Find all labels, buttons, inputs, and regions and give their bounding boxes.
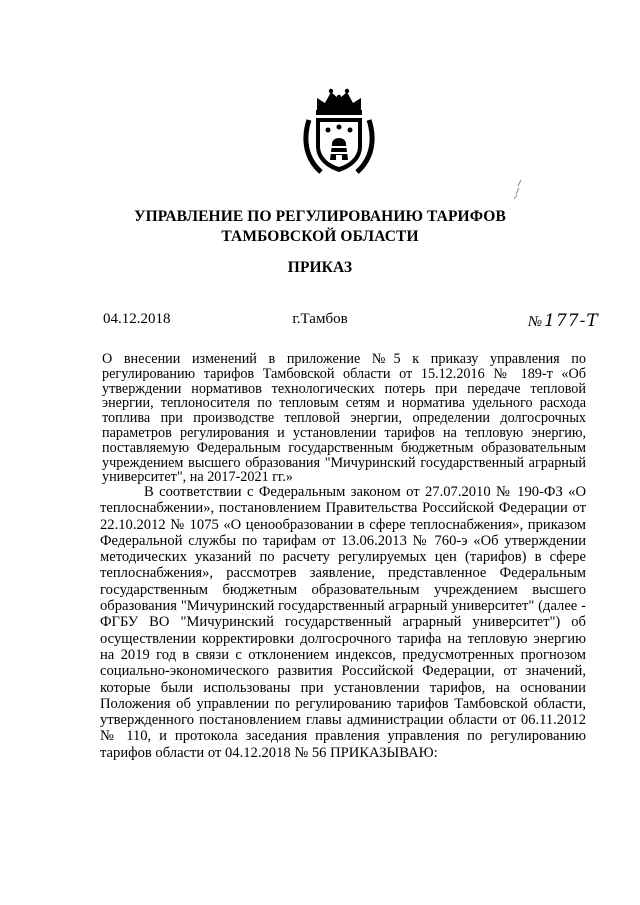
order-preamble: В соответствии с Федеральным законом от 27.07.2010 № 190-ФЗ «О теплоснабжении», постановлением Правительства Российской Федерации от 22.10.2012 № 1075 «О ценообразовании в сфере теплоснабжения», приказом Федеральной службы по тарифам от 13.06.2013 № 760-э «Об утверждении методических указаний по расчету регулируемых цен (тарифов) в сфере теплоснабжения», рассмотрев заявление, представленное Федеральным государственным бюджетным образовательным учреждением высшего образования "Мичуринский государственный аграрный университет" (далее - ФГБУ ВО "Мичуринский государственный аграрный университет") об осуществлении корректировки долгосрочного тарифа на тепловую энергию на 2019 год в связи с отклонением индексов, предусмотренных прогнозом социально-экономического развития Российской Федерации, от значений, которые были использованы при установлении тарифов, на основании Положения об управлении по регулированию тарифов Тамбовской области, утвержденного постановлением главы администрации области от 06.11.2012 № 110, и протокола заседания правления управления по регулированию тарифов области от 04.12.2018 № 56 ПРИКАЗЫВАЮ:	[100, 484, 586, 761]
scan-mark	[511, 178, 525, 200]
issuing-authority	[0, 207, 640, 247]
authority-line-1: УПРАВЛЕНИЕ ПО РЕГУЛИРОВАНИЮ ТАРИФОВ	[134, 208, 506, 225]
document-type: ПРИКАЗ	[287, 259, 353, 276]
order-subject: О внесении изменений в приложение №5 к приказу управления по регулированию тарифов Тамбовской области от 15.12.2016 № 189-т «Об утверждении нормативов технологических потерь при передаче тепловой энергии, теплоносителя по тепловым сетям и норматива удельного расхода топлива при производстве тепловой энергии, определении долгосрочных параметров регулирования и установлении тарифов на тепловую энергию, поставляемую Федеральным государственным бюджетным образовательным учреждением высшего образования "Мичуринский государственный аграрный университет", на 2017-2021 гг.»	[102, 351, 586, 486]
order-date: 04.12.2018	[103, 311, 171, 327]
order-number	[528, 311, 599, 331]
coat-of-arms-icon	[301, 86, 377, 178]
number-sign: №	[528, 314, 543, 330]
order-city: г.Тамбов	[292, 311, 348, 327]
handwritten-order-number: 177-Т	[544, 311, 599, 331]
authority-line-2: ТАМБОВСКОЙ ОБЛАСТИ	[221, 228, 419, 245]
